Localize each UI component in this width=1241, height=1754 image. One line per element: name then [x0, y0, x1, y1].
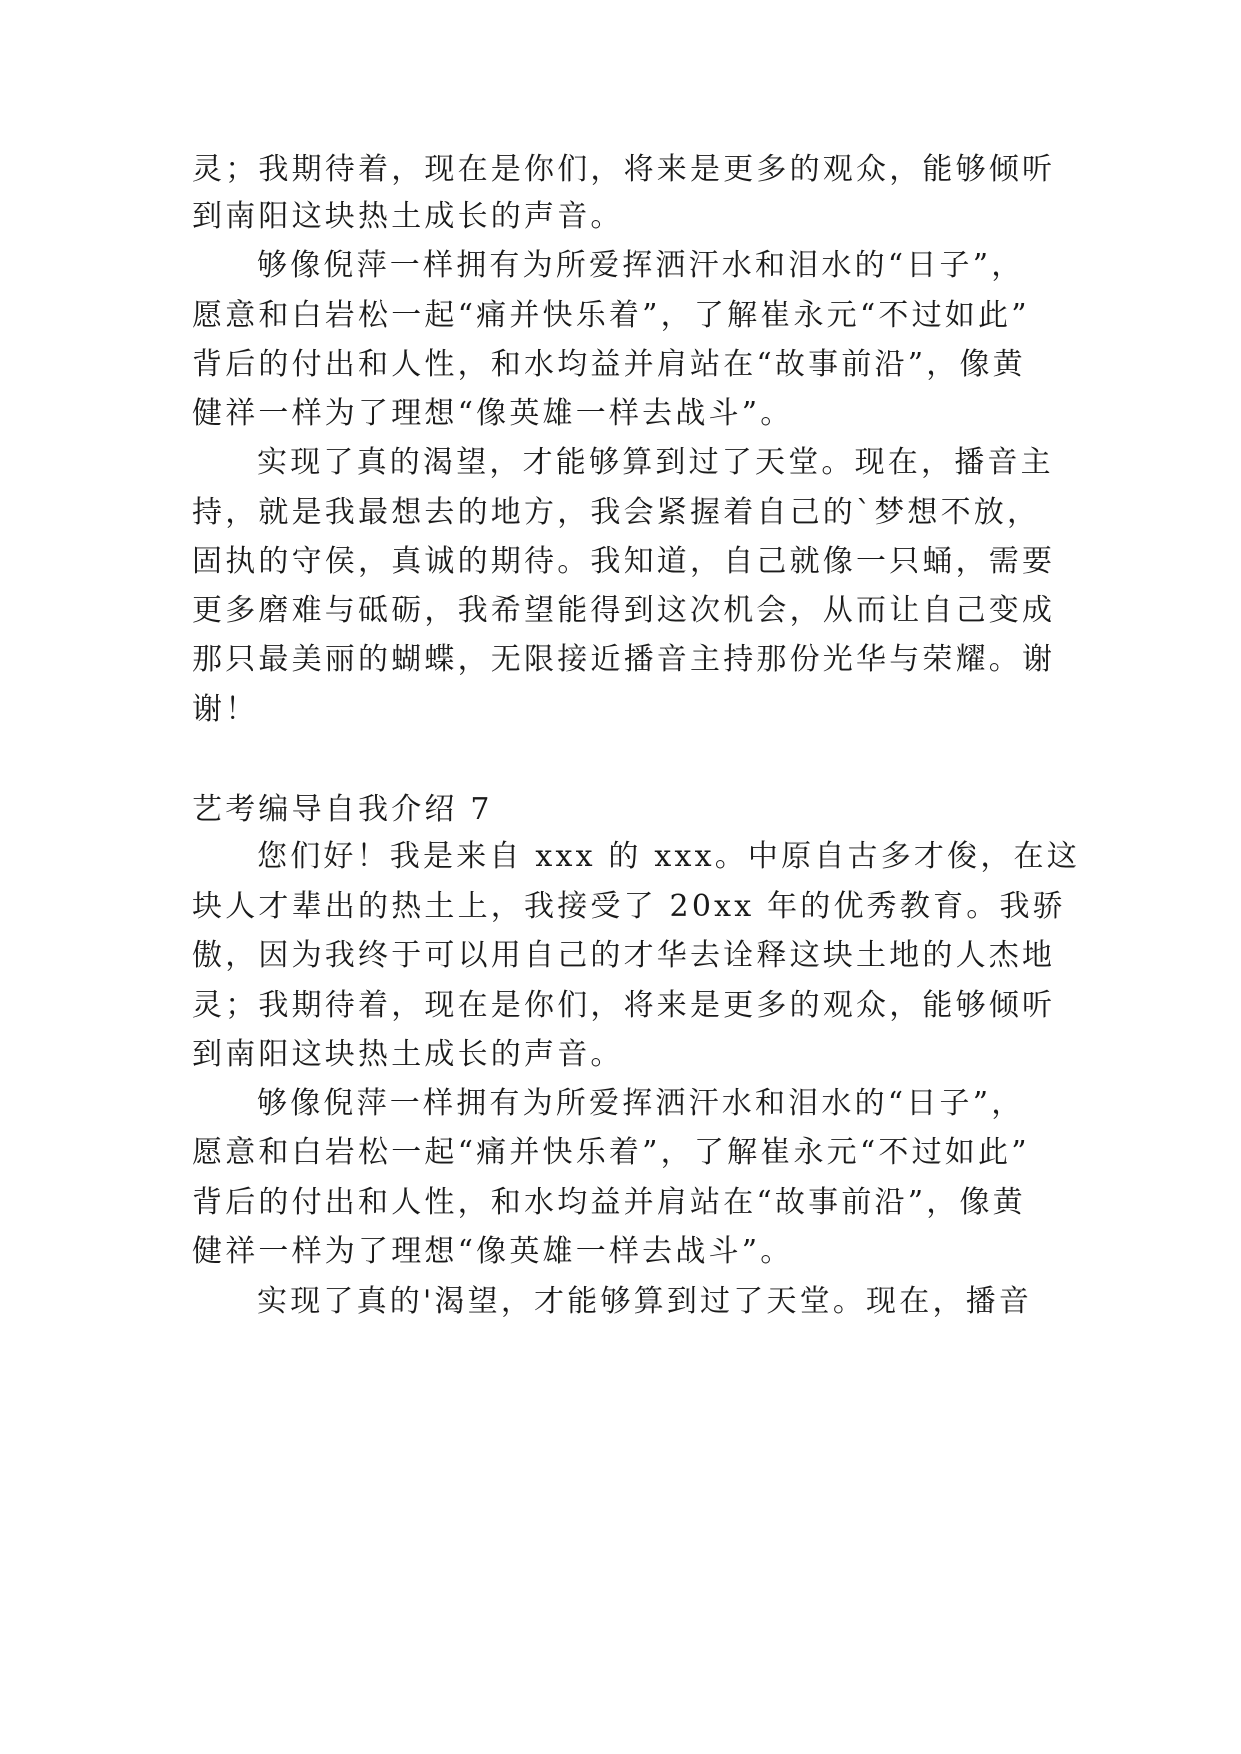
paragraph-line: 谢！	[192, 692, 259, 727]
paragraph-line: 那只最美丽的蝴蝶，无限接近播音主持那份光华与荣耀。谢	[192, 642, 1056, 677]
paragraph-line: 灵；我期待着，现在是你们，将来是更多的观众，能够倾听	[192, 988, 1056, 1023]
paragraph-line: 持，就是我最想去的地方，我会紧握着自己的`梦想不放，	[192, 495, 1041, 530]
paragraph-line: 背后的付出和人性，和水均益并肩站在“故事前沿”，像黄	[192, 1185, 1026, 1220]
paragraph-line: 灵；我期待着，现在是你们，将来是更多的观众，能够倾听	[192, 152, 1056, 187]
paragraph-line: 您们好！我是来自 xxx 的 xxx。中原自古多才俊，在这	[257, 839, 1080, 874]
paragraph-line: 愿意和白岩松一起“痛并快乐着”，了解崔永元“不过如此”	[192, 298, 1030, 333]
paragraph-line: 愿意和白岩松一起“痛并快乐着”，了解崔永元“不过如此”	[192, 1135, 1030, 1170]
paragraph-line: 背后的付出和人性，和水均益并肩站在“故事前沿”，像黄	[192, 347, 1026, 382]
paragraph-line: 健祥一样为了理想“像英雄一样去战斗”。	[192, 396, 794, 431]
paragraph-line: 实现了真的渴望，才能够算到过了天堂。现在，播音主	[257, 445, 1054, 480]
paragraph-line: 更多磨难与砥砺，我希望能得到这次机会，从而让自己变成	[192, 593, 1056, 628]
paragraph-line: 够像倪萍一样拥有为所爱挥洒汗水和泪水的“日子”，	[257, 248, 1025, 283]
paragraph-line: 傲，因为我终于可以用自己的才华去诠释这块土地的人杰地	[192, 938, 1056, 973]
paragraph-line: 到南阳这块热土成长的声音。	[192, 199, 624, 234]
paragraph-line: 实现了真的'渴望，才能够算到过了天堂。现在，播音	[257, 1284, 1033, 1319]
paragraph-line: 固执的守侯，真诚的期待。我知道，自己就像一只蛹，需要	[192, 544, 1056, 579]
section-heading: 艺考编导自我介绍 7	[192, 792, 493, 827]
paragraph-line: 到南阳这块热土成长的声音。	[192, 1037, 624, 1072]
paragraph-line: 块人才辈出的热土上，我接受了 20xx 年的优秀教育。我骄	[192, 889, 1066, 924]
paragraph-line: 够像倪萍一样拥有为所爱挥洒汗水和泪水的“日子”，	[257, 1086, 1025, 1121]
paragraph-line: 健祥一样为了理想“像英雄一样去战斗”。	[192, 1234, 794, 1269]
